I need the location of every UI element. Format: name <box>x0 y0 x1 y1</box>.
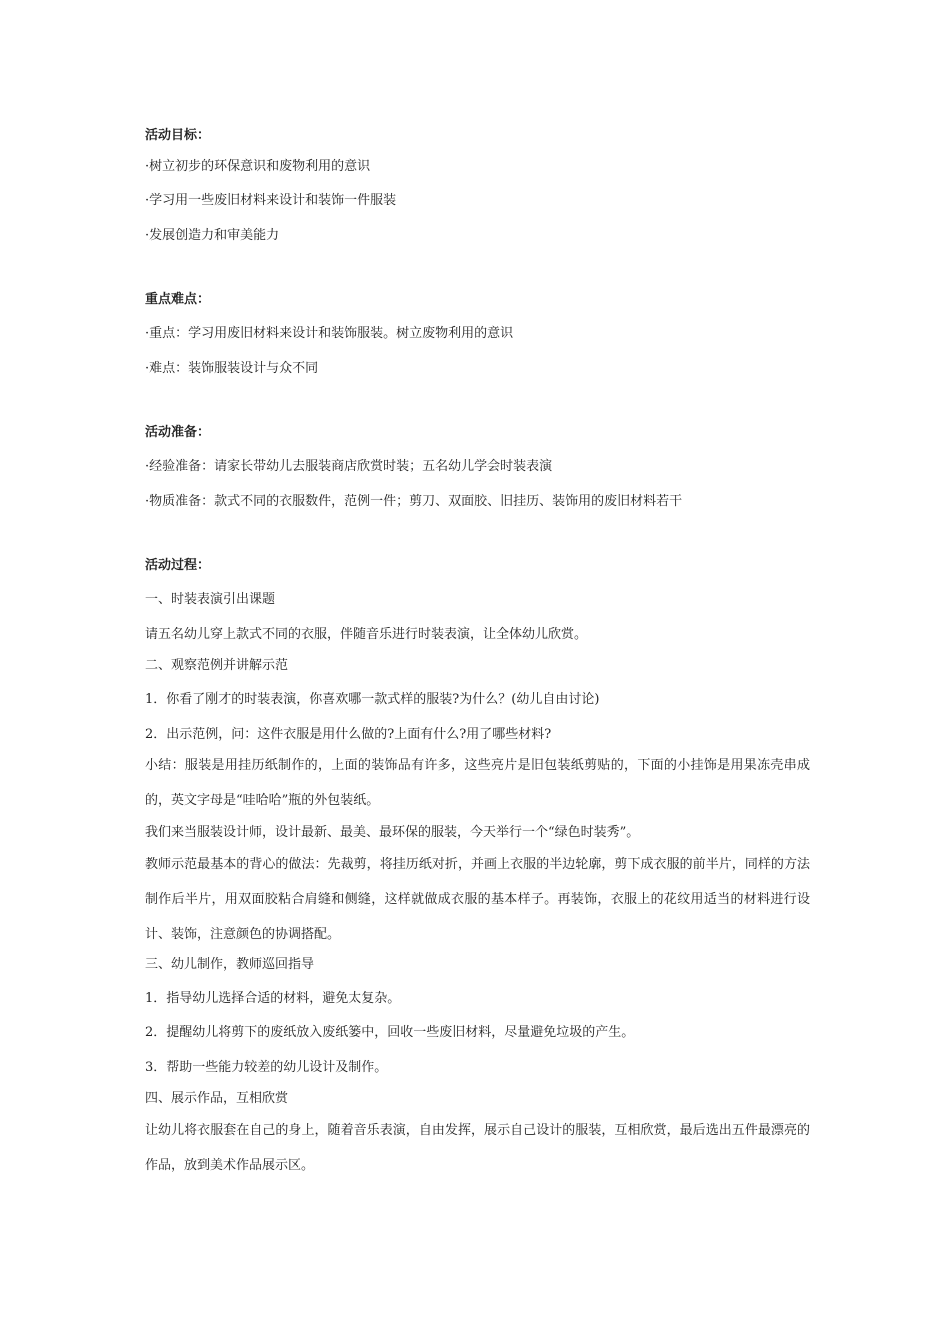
step-question: 1．你看了刚才的时装表演，你喜欢哪一款式样的服装?为什么？(幼儿自由讨论) <box>145 692 600 707</box>
preparation-heading: 活动准备： <box>145 425 211 440</box>
key-point-item: ·难点：装饰服装设计与众不同 <box>145 361 319 376</box>
process-heading: 活动过程： <box>145 558 211 573</box>
designer-paragraph: 我们来当服装设计师，设计最新、最美、最环保的服装，今天举行一个“绿色时装秀”。 <box>145 825 640 840</box>
step-title: 三、幼儿制作，教师巡回指导 <box>145 957 315 972</box>
goal-item: ·树立初步的环保意识和废物利用的意识 <box>145 159 371 174</box>
showcase-paragraph: 让幼儿将衣服套在自己的身上，随着音乐表演，自由发挥，展示自己设计的服装，互相欣赏，最后选出五件最漂亮的作品，放到美术作品展示区。 <box>145 1123 810 1173</box>
key-points-heading: 重点难点： <box>145 292 211 307</box>
goal-item: ·发展创造力和审美能力 <box>145 228 280 243</box>
step-title: 二、观察范例并讲解示范 <box>145 658 289 673</box>
step-item: 3．帮助一些能力较差的幼儿设计及制作。 <box>145 1060 388 1075</box>
key-point-item: ·重点：学习用废旧材料来设计和装饰服装。树立废物利用的意识 <box>145 326 514 341</box>
step-item: 2．提醒幼儿将剪下的废纸放入废纸篓中，回收一些废旧材料，尽量避免垃圾的产生。 <box>145 1025 635 1040</box>
step-title: 一、时装表演引出课题 <box>145 592 276 607</box>
goal-item: ·学习用一些废旧材料来设计和装饰一件服装 <box>145 193 397 208</box>
preparation-item: ·物质准备：款式不同的衣服数件，范例一件；剪刀、双面胶、旧挂历、装饰用的废旧材料若干 <box>145 494 683 509</box>
goals-heading: 活动目标： <box>145 128 211 143</box>
step-question: 2．出示范例，问：这件衣服是用什么做的?上面有什么?用了哪些材料? <box>145 727 552 742</box>
step-title: 四、展示作品，互相欣赏 <box>145 1091 289 1106</box>
step-item: 1．指导幼儿选择合适的材料，避免太复杂。 <box>145 991 401 1006</box>
summary-paragraph: 小结：服装是用挂历纸制作的，上面的装饰品有许多，这些亮片是旧包装纸剪贴的，下面的小挂饰是用果冻壳串成的，英文字母是“哇哈哈”瓶的外包装纸。 <box>145 758 810 808</box>
preparation-item: ·经验准备：请家长带幼儿去服装商店欣赏时装；五名幼儿学会时装表演 <box>145 459 553 474</box>
step-text: 请五名幼儿穿上款式不同的衣服，伴随音乐进行时装表演，让全体幼儿欣赏。 <box>145 627 588 642</box>
demo-paragraph: 教师示范最基本的背心的做法：先裁剪，将挂历纸对折，并画上衣服的半边轮廓，剪下成衣服的前半片，同样的方法制作后半片，用双面胶粘合肩缝和侧缝，这样就做成衣服的基本样子。再装饰，衣服上的花纹用适当的材料进行设计、装饰，注意颜色的协调搭配。 <box>145 857 810 942</box>
